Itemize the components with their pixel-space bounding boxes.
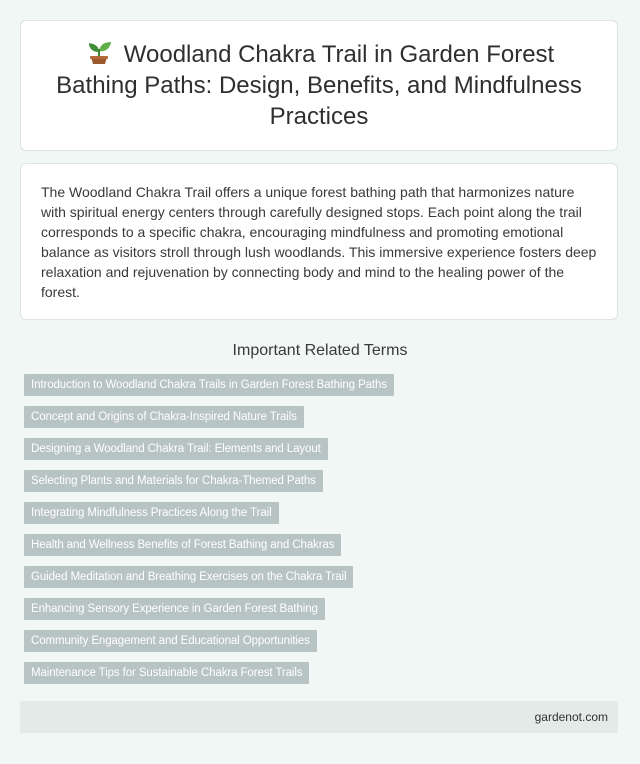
intro-text: The Woodland Chakra Trail offers a unique forest bathing path that harmonizes nature with spiritual energy centers through carefully designed stops. Each point along the trail corresponds to a specific chakra, encouraging mindfulness and promoting emotional balance as visitors stroll through lush woodlands. This immersive experience fosters deep relaxation and rejuvenation by connecting body and mind to the healing power of the forest. xyxy=(41,184,597,300)
page-title xyxy=(49,39,589,132)
related-terms-heading: Important Related Terms xyxy=(232,342,408,359)
related-term-tag[interactable]: Maintenance Tips for Sustainable Chakra Forest Trails xyxy=(24,662,309,684)
related-term-tag[interactable]: Selecting Plants and Materials for Chakra-Themed Paths xyxy=(24,470,323,492)
related-term-tag[interactable]: Health and Wellness Benefits of Forest Bathing and Chakras xyxy=(24,534,341,556)
related-term-tag[interactable]: Enhancing Sensory Experience in Garden Forest Bathing xyxy=(24,598,325,620)
footer-site-link[interactable]: gardenot.com xyxy=(534,710,608,724)
page-title-text: Woodland Chakra Trail in Garden Forest Bathing Paths: Design, Benefits, and Mindfulness Practices xyxy=(56,41,582,130)
sprout-icon xyxy=(84,39,114,65)
related-term-tag[interactable]: Integrating Mindfulness Practices Along the Trail xyxy=(24,502,279,524)
title-card xyxy=(20,20,618,151)
footer xyxy=(20,701,618,733)
related-term-tag[interactable]: Introduction to Woodland Chakra Trails in Garden Forest Bathing Paths xyxy=(24,374,394,396)
related-term-tag[interactable]: Concept and Origins of Chakra-Inspired Nature Trails xyxy=(24,406,304,428)
related-terms-list xyxy=(24,374,394,694)
related-term-tag[interactable]: Designing a Woodland Chakra Trail: Elements and Layout xyxy=(24,438,328,460)
intro-card xyxy=(20,163,618,320)
related-term-tag[interactable]: Guided Meditation and Breathing Exercises on the Chakra Trail xyxy=(24,566,353,588)
related-term-tag[interactable]: Community Engagement and Educational Opportunities xyxy=(24,630,317,652)
